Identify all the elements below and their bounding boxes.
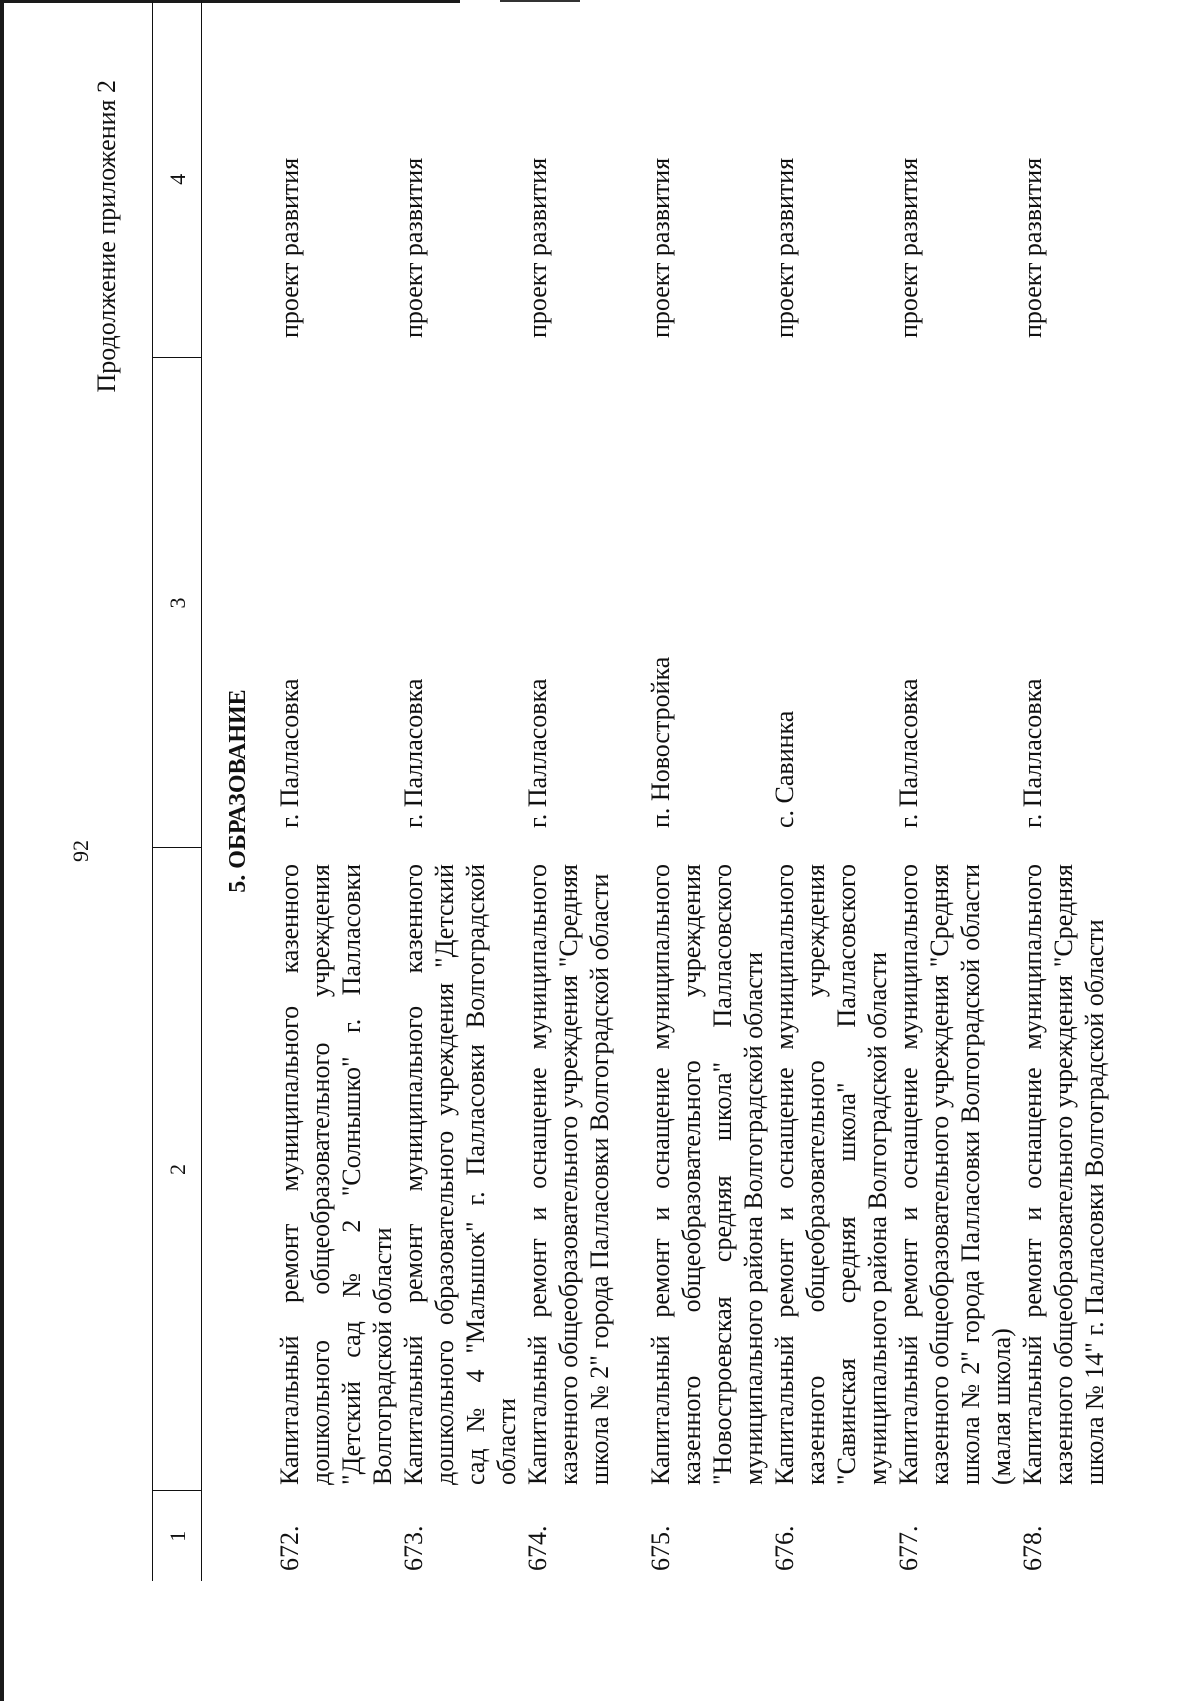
row-status: проект развития bbox=[646, 157, 675, 338]
row-status: проект развития bbox=[399, 157, 428, 338]
row-location: п. Новостройка bbox=[646, 656, 675, 828]
row-status: проект развития bbox=[523, 157, 552, 338]
row-number: 675. bbox=[646, 1525, 675, 1571]
row-location: г. Палласовка bbox=[275, 678, 304, 828]
row-location: г. Палласовка bbox=[399, 678, 428, 828]
row-description: Капитальный ремонт муниципального казенного дошкольного образовательного учреждения "Детский сад № 4 "Малышок" г. Палласовки Волгоградской области bbox=[399, 864, 521, 1485]
table-row bbox=[769, 1, 893, 1581]
page-number: 92 bbox=[68, 840, 93, 862]
row-location: г. Палласовка bbox=[894, 678, 923, 828]
row-description: Капитальный ремонт муниципального казенного дошкольного общеобразовательного учреждения "Детский сад № 2 "Солнышко" г. Палласовки Волгоградской области bbox=[275, 864, 397, 1485]
section-title: 5. ОБРАЗОВАНИЕ bbox=[224, 689, 251, 893]
appendix-continuation: Продолжение приложения 2 bbox=[92, 80, 121, 393]
table-row bbox=[274, 1, 398, 1581]
col-header-2: 2 bbox=[153, 848, 202, 1491]
row-location: г. Палласовка bbox=[523, 678, 552, 828]
section-row bbox=[202, 1, 275, 1581]
table-row bbox=[398, 1, 522, 1581]
row-description: Капитальный ремонт и оснащение муниципального казенного общеобразовательного учреждения "Савинская средняя школа" Палласовского муниципального района Волгоградской области bbox=[770, 864, 892, 1485]
table-row bbox=[893, 1, 1017, 1581]
row-location: с. Савинка bbox=[770, 710, 799, 828]
row-location: г. Палласовка bbox=[1018, 678, 1047, 828]
row-description: Капитальный ремонт и оснащение муниципального казенного общеобразовательного учреждения "Средняя школа № 2" города Палласовки Волгоградской области (малая школа) bbox=[894, 864, 1016, 1485]
row-status: проект развития bbox=[770, 157, 799, 338]
row-status: проект развития bbox=[894, 157, 923, 338]
row-number: 677. bbox=[894, 1525, 923, 1571]
table-row bbox=[522, 1, 645, 1581]
col-header-4: 4 bbox=[153, 1, 202, 358]
row-number: 676. bbox=[770, 1525, 799, 1571]
row-description: Капитальный ремонт и оснащение муниципального казенного общеобразовательного учреждения "Средняя школа № 14" г. Палласовки Волгоградской области bbox=[1018, 864, 1109, 1485]
table-row bbox=[1017, 1, 1140, 1581]
row-description: Капитальный ремонт и оснащение муниципального казенного общеобразовательного учреждения "Средняя школа № 2" города Палласовки Волгоградской области bbox=[523, 864, 614, 1485]
row-number: 673. bbox=[399, 1525, 428, 1571]
row-number: 672. bbox=[275, 1525, 304, 1571]
objects-table bbox=[152, 1, 1140, 1581]
row-status: проект развития bbox=[275, 157, 304, 338]
row-number: 674. bbox=[523, 1525, 552, 1571]
row-description: Капитальный ремонт и оснащение муниципального казенного общеобразовательного учреждения "Новостроевская средняя школа" Палласовского муниципального района Волгоградской области bbox=[646, 864, 768, 1485]
row-status: проект развития bbox=[1018, 157, 1047, 338]
header-row bbox=[153, 1, 202, 1581]
col-header-1: 1 bbox=[153, 1491, 202, 1581]
col-header-3: 3 bbox=[153, 358, 202, 848]
table-row bbox=[645, 1, 769, 1581]
row-number: 678. bbox=[1018, 1525, 1047, 1571]
